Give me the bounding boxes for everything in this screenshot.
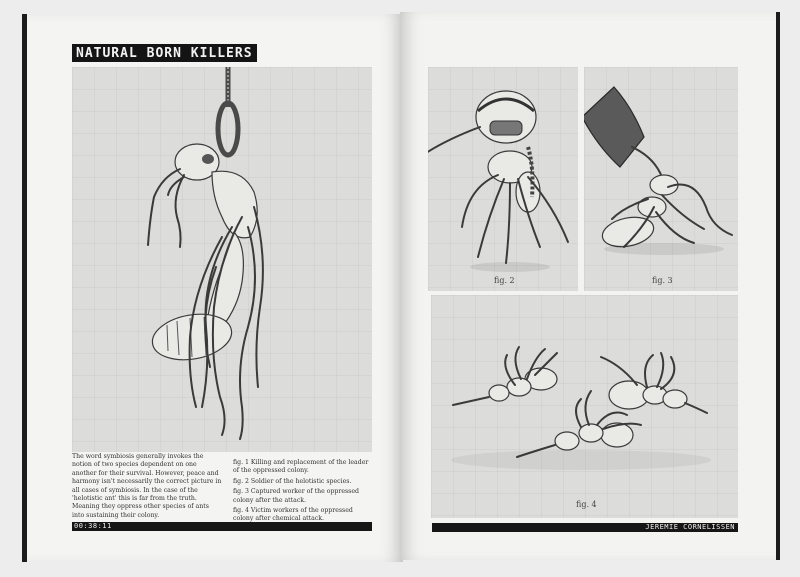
caption-fig4: fig. 4 Victim workers of the oppressed colony after chemical attack.: [233, 507, 353, 523]
captured-worker-drawing: [584, 67, 738, 291]
caption-fig2: fig. 2 Soldier of the helotistic species.: [233, 477, 352, 485]
caption-fig1: fig. 1 Killing and replacement of the leader of the oppressed colony.: [233, 459, 369, 475]
hanged-ant-drawing: [72, 67, 372, 452]
fig2-label: fig. 2: [494, 276, 515, 285]
left-footer-bar: [72, 522, 372, 531]
fig1-illustration: [72, 67, 372, 452]
figure-captions: [233, 459, 373, 526]
footer-code: 00:38:11: [74, 522, 112, 530]
fig3-label: fig. 3: [652, 276, 673, 285]
caption-fig3: fig. 3 Captured worker of the oppressed colony after the attack.: [233, 488, 359, 504]
footer-author: JEREMIE CORNELISSEN: [645, 523, 735, 531]
soldier-ant-drawing: [428, 67, 578, 291]
page-title: NATURAL BORN KILLERS: [72, 44, 257, 62]
victim-workers-drawing: [431, 295, 738, 518]
fig4-illustration: [431, 295, 738, 518]
fig4-label: fig. 4: [576, 500, 597, 509]
article-body-text: The word symbiosis generally invokes the notion of two species dependent on one another for their survival. However, peace and harmony isn't necessarily the correct picture in all cases of symbiosis. In the case of the 'helotistic ant' this is far from the truth. Meaning they oppress other species of ants into sustaining their colony.: [72, 453, 222, 519]
fig2-illustration: [428, 67, 578, 291]
fig3-illustration: [584, 67, 738, 291]
right-footer-bar: [432, 523, 738, 532]
